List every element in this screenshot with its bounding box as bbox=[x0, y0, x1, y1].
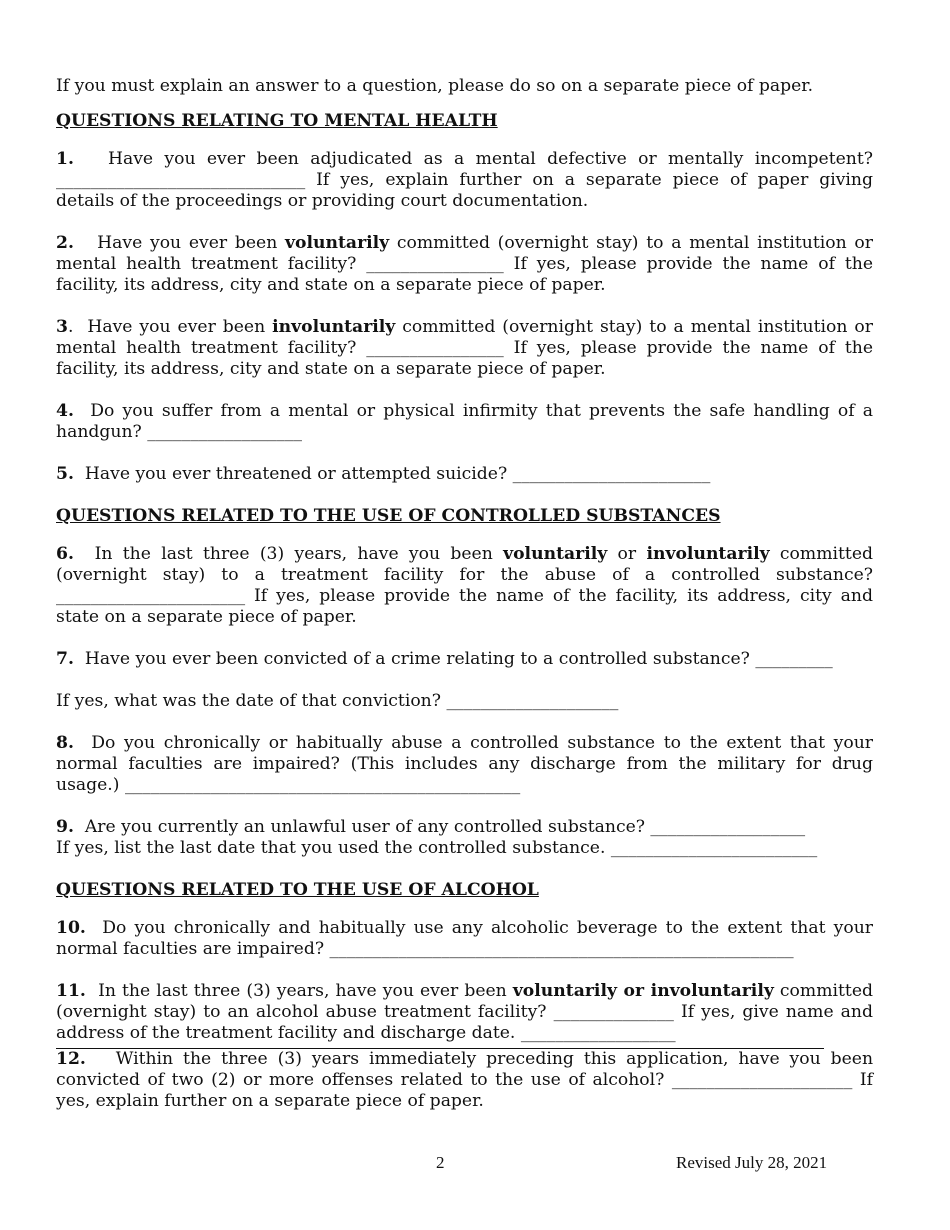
answer-blank[interactable]: ________________________ bbox=[610, 838, 818, 858]
question-6 bbox=[56, 544, 873, 628]
question-text-cont: If yes, please provide the name of the facility, its address, city and state on a separate piece of paper. bbox=[56, 586, 873, 627]
question-1 bbox=[56, 149, 873, 212]
question-7-followup bbox=[56, 691, 873, 712]
emphasis-text: voluntarily or involuntarily bbox=[512, 981, 774, 1001]
question-7 bbox=[56, 649, 873, 670]
question-text: Have you ever been bbox=[97, 233, 286, 253]
question-text: Have you ever been adjudicated as a mental defective or mentally incompetent? bbox=[107, 149, 873, 169]
question-number: 4. bbox=[56, 401, 74, 421]
answer-blank[interactable]: __________________ bbox=[147, 422, 302, 442]
question-text: If yes, list the last date that you used the controlled substance. bbox=[56, 838, 611, 858]
form-page bbox=[56, 76, 873, 1112]
question-text-cont: committed (overnight stay) to a treatment facility for the abuse of a controlled substance? bbox=[56, 544, 873, 585]
question-text: In the last three (3) years, have you ever been bbox=[98, 981, 513, 1001]
section-heading-mental-health: QUESTIONS RELATING TO MENTAL HEALTH bbox=[56, 111, 498, 131]
question-number: 9. bbox=[56, 817, 74, 837]
answer-blank[interactable]: ________________ bbox=[366, 254, 504, 274]
question-text: Have you ever been convicted of a crime relating to a controlled substance? bbox=[84, 649, 756, 669]
question-number-dot: . bbox=[67, 317, 74, 337]
question-5 bbox=[56, 464, 873, 485]
answer-blank[interactable]: __________________ bbox=[650, 817, 806, 837]
answer-blank[interactable]: ______________________________________________________ bbox=[329, 939, 794, 959]
answer-blank[interactable]: _____________________________ bbox=[56, 170, 306, 190]
question-4 bbox=[56, 401, 873, 443]
question-9 bbox=[56, 817, 873, 838]
question-number: 11. bbox=[56, 981, 86, 1001]
question-text-cont: If yes, explain further on a separate piece of paper. bbox=[56, 1070, 873, 1111]
question-number: 8. bbox=[56, 733, 74, 753]
question-9-followup bbox=[56, 838, 873, 859]
question-text: In the last three (3) years, have you been bbox=[94, 544, 504, 564]
question-text-cont: If yes, explain further on a separate piece of paper giving details of the proceedings or providing court documentation. bbox=[56, 170, 873, 211]
question-number: 5. bbox=[56, 464, 74, 484]
question-number: 7. bbox=[56, 649, 74, 669]
intro-text: If you must explain an answer to a question, please do so on a separate piece of paper. bbox=[56, 76, 814, 96]
question-10 bbox=[56, 918, 873, 960]
question-number: 2. bbox=[56, 233, 74, 253]
question-text-cont: If yes, please provide the name of the facility, its address, city and state on a separate piece of paper. bbox=[56, 338, 873, 379]
question-number: 12. bbox=[56, 1049, 86, 1069]
question-3 bbox=[56, 317, 873, 380]
answer-blank[interactable]: _______________________ bbox=[512, 464, 711, 484]
question-text: Within the three (3) years immediately preceding this application, have you been convicted of two (2) or more offenses related to the use of alcohol? bbox=[56, 1049, 874, 1090]
emphasis-text: voluntarily bbox=[285, 233, 390, 253]
question-11 bbox=[56, 981, 873, 1044]
emphasis-text: involuntarily bbox=[646, 544, 770, 564]
answer-blank[interactable]: __________________ bbox=[520, 1023, 676, 1043]
question-12 bbox=[56, 1049, 873, 1112]
answer-blank[interactable]: _________ bbox=[755, 649, 833, 669]
answer-blank[interactable]: ______________________________________________ bbox=[124, 775, 521, 795]
page-number: 2 bbox=[436, 1153, 445, 1172]
emphasis-text: involuntarily bbox=[272, 317, 396, 337]
question-text: If yes, what was the date of that conviction? bbox=[56, 691, 447, 711]
question-text-cont: or bbox=[607, 544, 647, 564]
answer-blank[interactable]: _____________________ bbox=[671, 1070, 853, 1090]
question-8 bbox=[56, 733, 873, 796]
question-text: Have you ever threatened or attempted suicide? bbox=[84, 464, 513, 484]
question-number: 10. bbox=[56, 918, 86, 938]
answer-blank[interactable]: ______________________ bbox=[56, 586, 246, 606]
answer-blank[interactable]: ________________ bbox=[366, 338, 504, 358]
question-text-cont: committed (overnight stay) to an alcohol abuse treatment facility? bbox=[56, 981, 873, 1022]
question-text-cont: committed (overnight stay) to a mental institution or mental health treatment facility? bbox=[56, 317, 873, 358]
question-text: Do you suffer from a mental or physical infirmity that prevents the safe handling of a handgun? bbox=[56, 401, 873, 442]
question-number: 1. bbox=[56, 149, 74, 169]
question-text: Are you currently an unlawful user of any controlled substance? bbox=[84, 817, 651, 837]
section-heading-alcohol: QUESTIONS RELATED TO THE USE OF ALCOHOL bbox=[56, 880, 539, 900]
revision-date: Revised July 28, 2021 bbox=[676, 1153, 828, 1172]
question-text-cont: If yes, give name and address of the treatment facility and discharge date. bbox=[56, 1002, 873, 1043]
question-2 bbox=[56, 233, 873, 296]
question-text-cont: If yes, please provide the name of the facility, its address, city and state on a separate piece of paper. bbox=[56, 254, 873, 295]
section-heading-controlled-substances: QUESTIONS RELATED TO THE USE OF CONTROLLED SUBSTANCES bbox=[56, 506, 721, 526]
question-text: Have you ever been bbox=[87, 317, 273, 337]
question-number: 3 bbox=[56, 317, 68, 337]
question-text: Do you chronically or habitually abuse a controlled substance to the extent that your normal faculties are impaired? (This includes any discharge from the military for drug usage.) bbox=[56, 733, 873, 795]
question-number: 6. bbox=[56, 544, 74, 564]
answer-blank[interactable]: ____________________ bbox=[446, 691, 619, 711]
question-text: Do you chronically and habitually use any alcoholic beverage to the extent that your normal faculties are impaired? bbox=[56, 918, 873, 959]
emphasis-text: voluntarily bbox=[503, 544, 608, 564]
question-text-cont: committed (overnight stay) to a mental institution or mental health treatment facility? bbox=[56, 233, 873, 274]
answer-blank[interactable]: ______________ bbox=[553, 1002, 674, 1022]
